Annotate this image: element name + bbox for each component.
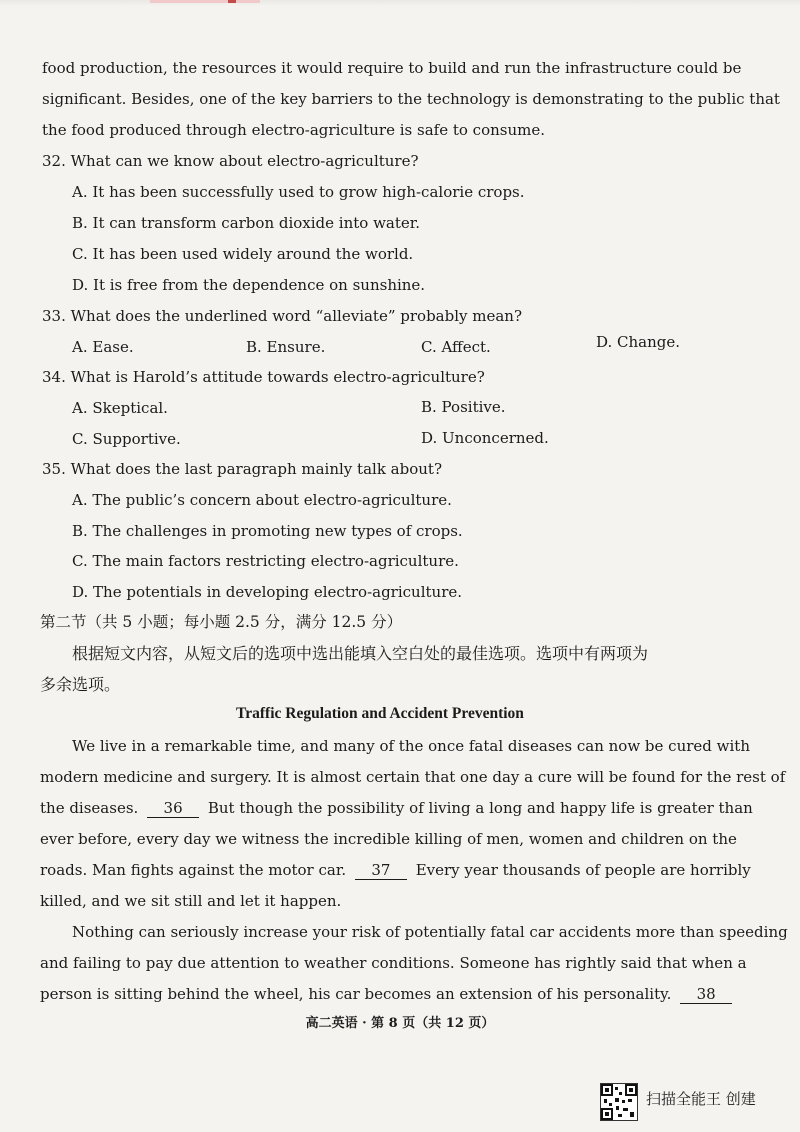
passage-line — [40, 860, 751, 880]
section-instruction: 根据短文内容，从短文后的选项中选出能填入空白处的最佳选项。选项中有两项为 — [72, 644, 649, 663]
section-heading: 第二节（共 5 小题；每小题 2.5 分，满分 12.5 分） — [40, 613, 403, 631]
scan-top-edge — [0, 0, 800, 6]
question-33-option-b: B. Ensure. — [246, 338, 326, 356]
question-34-option-b: B. Positive. — [421, 398, 506, 416]
passage-line — [40, 798, 753, 818]
passage-line: We live in a remarkable time, and many of the once fatal diseases can now be cured with — [72, 737, 750, 755]
passage-text: Every year thousands of people are horribly — [415, 861, 751, 879]
scan-top-mark — [150, 0, 260, 3]
question-35-option-a: A. The public’s concern about electro-agriculture. — [72, 491, 452, 509]
passage-line: Nothing can seriously increase your risk of potentially fatal car accidents more than speeding — [72, 923, 788, 941]
question-32-option-c: C. It has been used widely around the world. — [72, 245, 414, 263]
page-footer: 高二英语 · 第 8 页（共 12 页） — [305, 1016, 495, 1031]
question-33-stem: 33. What does the underlined word “alleviate” probably mean? — [42, 307, 523, 325]
question-32-option-a: A. It has been successfully used to grow high-calorie crops. — [72, 183, 525, 201]
passage-title: Traffic Regulation and Accident Prevention — [236, 705, 524, 722]
passage-line: and failing to pay due attention to weather conditions. Someone has rightly said that when a — [40, 954, 747, 972]
question-33-option-c: C. Affect. — [421, 338, 491, 356]
passage-line: significant. Besides, one of the key barriers to the technology is demonstrating to the public that — [42, 90, 780, 108]
passage-text: But though the possibility of living a long and happy life is greater than — [207, 799, 753, 817]
question-32-option-d: D. It is free from the dependence on sunshine. — [72, 276, 426, 294]
question-32-stem: 32. What can we know about electro-agriculture? — [42, 152, 419, 170]
question-34-option-d: D. Unconcerned. — [421, 429, 549, 447]
passage-text: person is sitting behind the wheel, his car becomes an extension of his personality. — [40, 985, 672, 1003]
scan-top-mark-red — [228, 0, 236, 3]
question-34-stem: 34. What is Harold’s attitude towards electro-agriculture? — [42, 368, 485, 386]
question-32-option-b: B. It can transform carbon dioxide into water. — [72, 214, 421, 232]
passage-line: the food produced through electro-agriculture is safe to consume. — [42, 121, 545, 139]
passage-text: roads. Man fights against the motor car. — [40, 861, 347, 879]
blank-38: 38 — [680, 985, 732, 1004]
blank-37: 37 — [355, 861, 407, 880]
question-33-option-d: D. Change. — [596, 333, 681, 351]
passage-line: ever before, every day we witness the incredible killing of men, women and children on the — [40, 830, 737, 848]
question-33-option-a: A. Ease. — [72, 338, 134, 356]
section-instruction-cont: 多余选项。 — [40, 675, 121, 694]
question-35-option-c: C. The main factors restricting electro-agriculture. — [72, 552, 459, 570]
passage-line: killed, and we sit still and let it happen. — [40, 892, 342, 910]
passage-line — [40, 984, 736, 1004]
blank-36: 36 — [147, 799, 199, 818]
question-34-option-c: C. Supportive. — [72, 430, 181, 448]
question-35-option-d: D. The potentials in developing electro-agriculture. — [72, 583, 463, 601]
passage-line: food production, the resources it would require to build and run the infrastructure could be — [42, 59, 742, 77]
question-35-option-b: B. The challenges in promoting new types of crops. — [72, 522, 463, 540]
question-34-option-a: A. Skeptical. — [72, 399, 168, 417]
qr-code-icon — [600, 1083, 638, 1121]
scanner-watermark: 扫描全能王 创建 — [646, 1090, 756, 1108]
passage-text: the diseases. — [40, 799, 139, 817]
passage-line: modern medicine and surgery. It is almost certain that one day a cure will be found for the rest of — [40, 768, 786, 786]
question-35-stem: 35. What does the last paragraph mainly talk about? — [42, 460, 442, 478]
